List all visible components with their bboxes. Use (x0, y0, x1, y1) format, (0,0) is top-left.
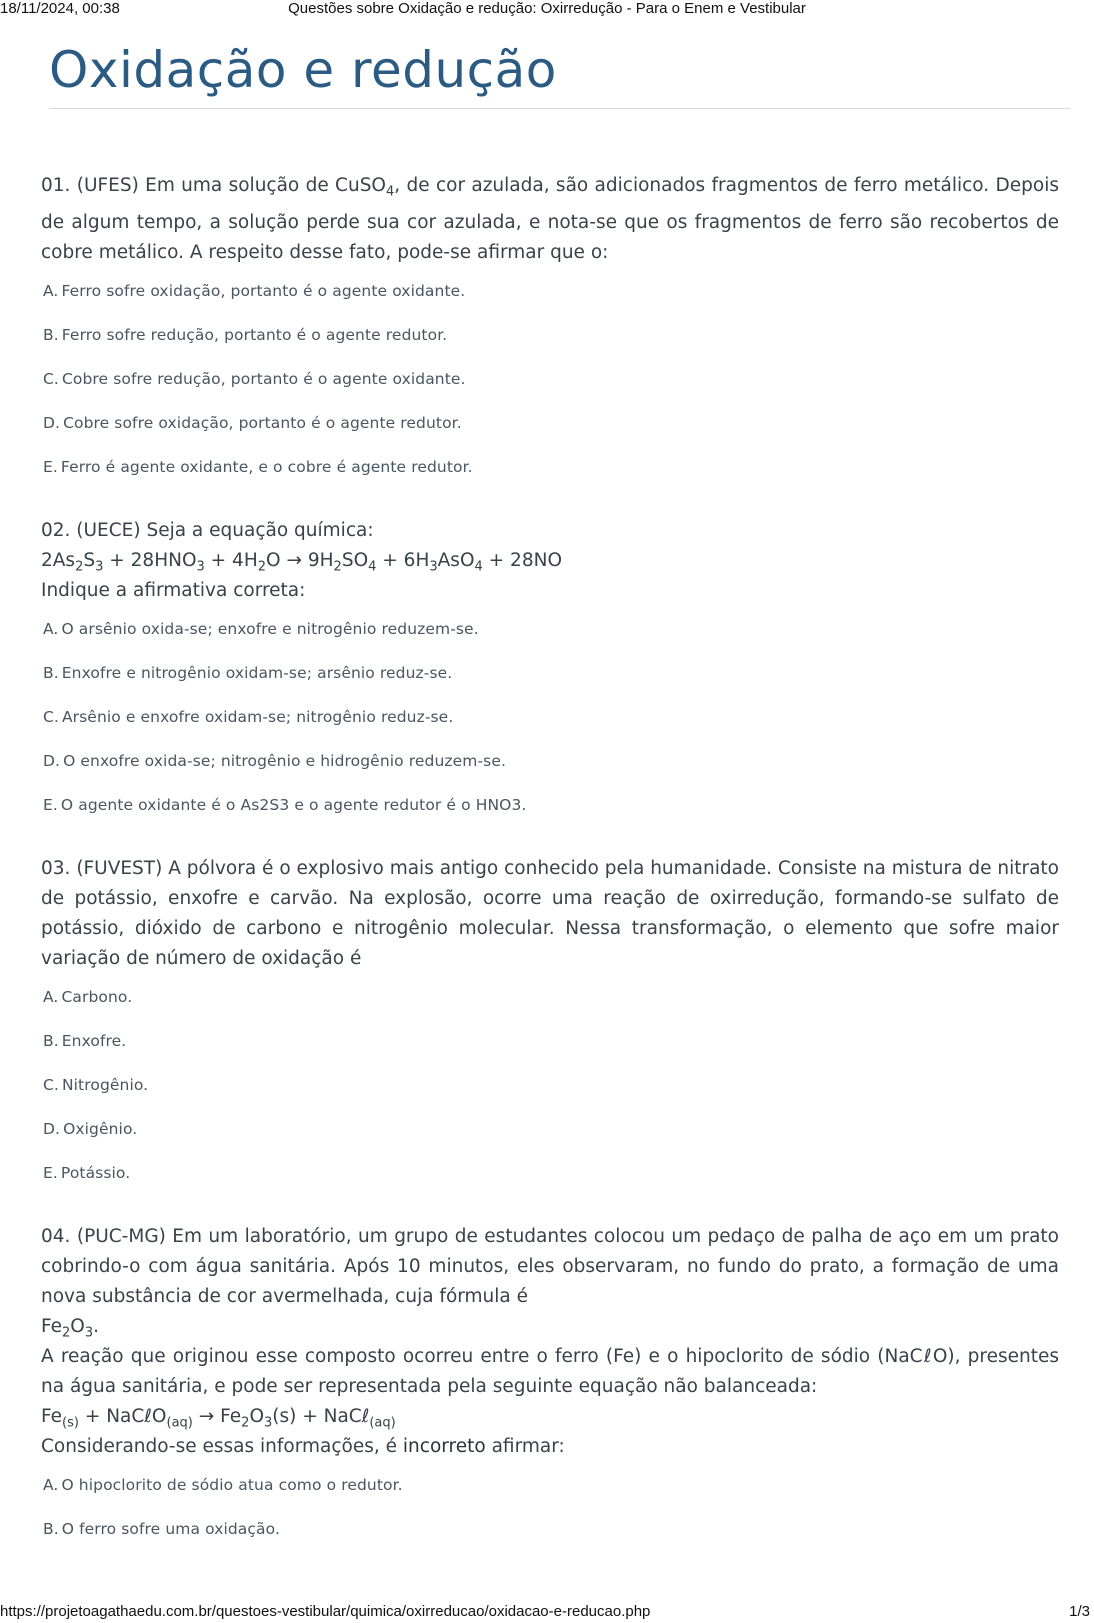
chemical-equation: $2As_2S_3 + 28HNO_3 + 4H_2O \to 9H_2SO_4 + 6H_3AsO_4 + 28NO$ (41, 549, 562, 575)
answer-option[interactable]: A. O arsênio oxida-se; enxofre e nitrogênio reduzem-se. (43, 619, 479, 638)
question-text: 03. (FUVEST) A pólvora é o explosivo mais antigo conhecido pela humanidade. Consiste na mistura de nitrato de potássio, enxofre e carvão. Na explosão, ocorre uma reação de oxirredução, formando-se sulfato de potássio, dióxido de carbono e nitrogênio molecular. Nessa transformação, o elemento que sofre maior variação de número de oxidação é (41, 857, 1059, 969)
answer-option[interactable]: E. O agente oxidante é o As2S3 e o agente redutor é o HNO3. (43, 795, 527, 814)
page-title: Oxidação e redução (49, 41, 557, 99)
question-text: 01. (UFES) Em uma solução de CuSO$_4$, de cor azulada, são adicionados fragmentos de ferro metálico. Depois de algum tempo, a solução perde sua cor azulada, e nota-se que os fragmentos de ferro são recobertos de cobre metálico. A respeito desse fato, pode-se afirmar que o: (41, 175, 1059, 263)
answer-option[interactable]: C. Cobre sofre redução, portanto é o agente oxidante. (43, 369, 466, 388)
print-footer (0, 1603, 1094, 1623)
answer-option[interactable]: A. O hipoclorito de sódio atua como o redutor. (43, 1475, 403, 1494)
question-03 (41, 854, 1059, 1202)
answer-option[interactable]: A. Ferro sofre oxidação, portanto é o agente oxidante. (43, 281, 466, 300)
answer-options (41, 1470, 1059, 1558)
answer-option[interactable]: E. Ferro é agente oxidante, e o cobre é agente redutor. (43, 457, 473, 476)
print-header (0, 0, 1094, 18)
answer-options (41, 276, 1059, 496)
page-number: 1/3 (1069, 1603, 1090, 1620)
answer-option[interactable]: B. Enxofre. (43, 1031, 127, 1050)
answer-options (41, 614, 1059, 834)
question-04 (41, 1222, 1059, 1558)
answer-option[interactable]: B. O ferro sofre uma oxidação. (43, 1519, 280, 1538)
answer-option[interactable]: B. Ferro sofre redução, portanto é o agente redutor. (43, 325, 448, 344)
question-prompt: Considerando-se essas informações, é incorreto afirmar: (41, 1435, 565, 1457)
question-02 (41, 516, 1059, 834)
print-date: 18/11/2024, 00:38 (0, 0, 120, 17)
answer-option[interactable]: D. O enxofre oxida-se; nitrogênio e hidrogênio reduzem-se. (43, 751, 506, 770)
answer-option[interactable]: C. Nitrogênio. (43, 1075, 149, 1094)
question-prompt: Indique a afirmativa correta: (41, 579, 306, 601)
question-01 (41, 171, 1059, 496)
question-text: 02. (UECE) Seja a equação química: (41, 519, 374, 541)
chemical-equation: $Fe_{(s)}$ + NaCℓO$_{(aq)}$ → $Fe_2O_3(s)$ + NaCℓ$_{(aq)}$ (41, 1405, 396, 1431)
questions-list (41, 171, 1059, 1578)
answer-option[interactable]: D. Cobre sofre oxidação, portanto é o agente redutor. (43, 413, 462, 432)
question-text: 04. (PUC-MG) Em um laboratório, um grupo de estudantes colocou um pedaço de palha de aço em um prato cobrindo-o com água sanitária. Após 10 minutos, eles observaram, no fundo do prato, a formação de uma nova substância de cor avermelhada, cuja fórmula é (41, 1225, 1059, 1307)
title-divider (49, 108, 1070, 109)
page-url: https://projetoagathaedu.com.br/questoes-vestibular/quimica/oxirreducao/oxidacao-e-reducao.php (0, 1603, 651, 1620)
question-context: A reação que originou esse composto ocorreu entre o ferro (Fe) e o hipoclorito de sódio (NaCℓO), presentes na água sanitária, e pode ser representada pela seguinte equação não balanceada: (41, 1345, 1059, 1397)
answer-option[interactable]: B. Enxofre e nitrogênio oxidam-se; arsênio reduz-se. (43, 663, 453, 682)
answer-option[interactable]: E. Potássio. (43, 1163, 131, 1182)
answer-option[interactable]: D. Oxigênio. (43, 1119, 138, 1138)
answer-option[interactable]: C. Arsênio e enxofre oxidam-se; nitrogênio reduz-se. (43, 707, 454, 726)
answer-options (41, 982, 1059, 1202)
print-document-title: Questões sobre Oxidação e redução: Oxirredução - Para o Enem e Vestibular (288, 0, 806, 17)
chemical-formula: $Fe_2O_3$. (41, 1315, 100, 1341)
answer-option[interactable]: A. Carbono. (43, 987, 133, 1006)
